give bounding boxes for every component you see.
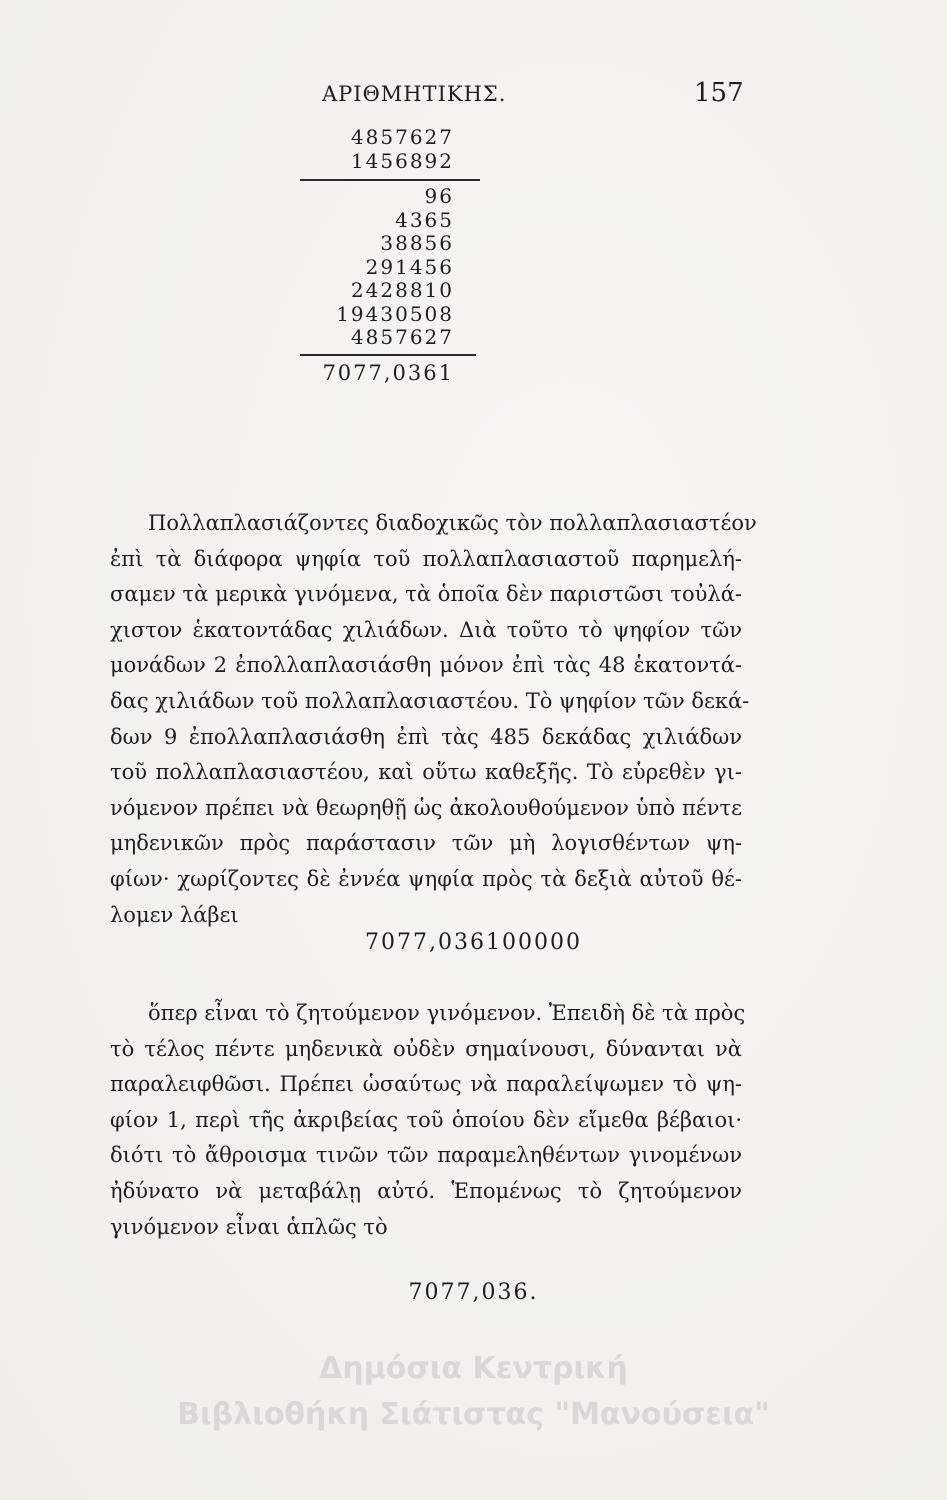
text-line: νόμενον πρέπει νὰ θεωρηθῇ ὡς ἀκολουθούμενον ὑπὸ πέντε [110, 795, 742, 820]
multiplicand: 4857627 [350, 125, 454, 149]
watermark-line-2: Βιβλιοθήκη Σιάτιστας "Μανούσεια" [177, 1397, 770, 1432]
calculation-rule-top [300, 179, 480, 181]
text-line: φίον 1, περὶ τῆς ἀκριβείας τοῦ ὁποίου δὲν εἴμεθα βέβαιοι· [110, 1107, 742, 1132]
text-line: γινόμενον εἶναι ἁπλῶς τὸ [110, 1214, 388, 1239]
text-line: λομεν λάβει [110, 902, 239, 927]
text-line: ὅπερ εἶναι τὸ ζητούμενον γινόμενον. Ἐπειδὴ δὲ τὰ πρὸς [148, 1001, 746, 1025]
partial-product: 38856 [380, 231, 454, 255]
partial-product: 291456 [365, 254, 454, 279]
text-line: σαμεν τὰ μερικὰ γινόμενα, τὰ ὁποῖα δὲν παριστῶσι τοὐλά- [110, 582, 742, 607]
watermark-line-1: Δημόσια Κεντρική [319, 1351, 628, 1386]
final-product: 7077,036. [408, 1280, 539, 1305]
calculation-rule-bottom [300, 354, 476, 356]
text-line: τοῦ πολλαπλασιαστέου, καὶ οὕτω καθεξῆς. Τὸ εὑρεθὲν γι- [110, 760, 742, 785]
text-line: δων 9 ἐπολλαπλασιάσθη ἐπὶ τὰς 485 δεκάδας χιλιάδων [110, 724, 742, 749]
library-watermark [0, 1346, 947, 1438]
partial-product: 4857627 [350, 325, 454, 349]
multiplication-calculation [300, 126, 480, 386]
text-line: Πολλαπλασιάζοντες διαδοχικῶς τὸν πολλαπλασιαστέον [148, 511, 757, 535]
intermediate-product: 7077,036100000 [365, 930, 582, 955]
partial-product: 2428810 [350, 278, 454, 302]
text-line: φίων· χωρίζοντες δὲ ἐννέα ψηφία πρὸς τὰ δεξιὰ αὐτοῦ θέ- [110, 866, 742, 891]
running-title: ΑΡΙΘΜΗΤΙΚΗΣ. [322, 82, 507, 106]
text-line: μονάδων 2 ἐπολλαπλασιάσθη μόνον ἐπὶ τὰς 48 ἑκατοντά- [110, 653, 742, 678]
text-line: τὸ τέλος πέντε μηδενικὰ οὐδὲν σημαίνουσι, δύνανται νὰ [110, 1036, 742, 1061]
multiplier: 1456892 [350, 148, 454, 173]
text-line: χιστον ἑκατοντάδας χιλιάδων. Διὰ τοῦτο τὸ ψηφίον τῶν [110, 617, 742, 642]
calculation-result: 7077,0361 [322, 360, 454, 385]
paragraph-1 [110, 506, 757, 933]
partial-product: 19430508 [336, 301, 454, 326]
text-line: παραλειφθῶσι. Πρέπει ὡσαύτως νὰ παραλείψωμεν τὸ ψη- [110, 1072, 742, 1097]
page-header [0, 76, 947, 116]
text-line: δας χιλιάδων τοῦ πολλαπλασιαστέου. Τὸ ψηφίον τῶν δεκά- [110, 688, 750, 713]
partial-product: 4365 [395, 207, 454, 232]
text-line: μηδενικῶν πρὸς παράστασιν τῶν μὴ λογισθέντων ψη- [110, 831, 742, 856]
partial-product: 96 [424, 184, 454, 208]
paragraph-2 [110, 996, 746, 1245]
text-line: ἐπὶ τὰ διάφορα ψηφία τοῦ πολλαπλασιαστοῦ παρημελή- [110, 546, 742, 571]
page-number: 157 [694, 78, 744, 108]
text-line: ἠδύνατο νὰ μεταβάλῃ αὐτό. Ἑπομένως τὸ ζητούμενον [110, 1178, 742, 1203]
text-line: διότι τὸ ἄθροισμα τινῶν τῶν παραμεληθέντων γινομένων [110, 1143, 742, 1168]
